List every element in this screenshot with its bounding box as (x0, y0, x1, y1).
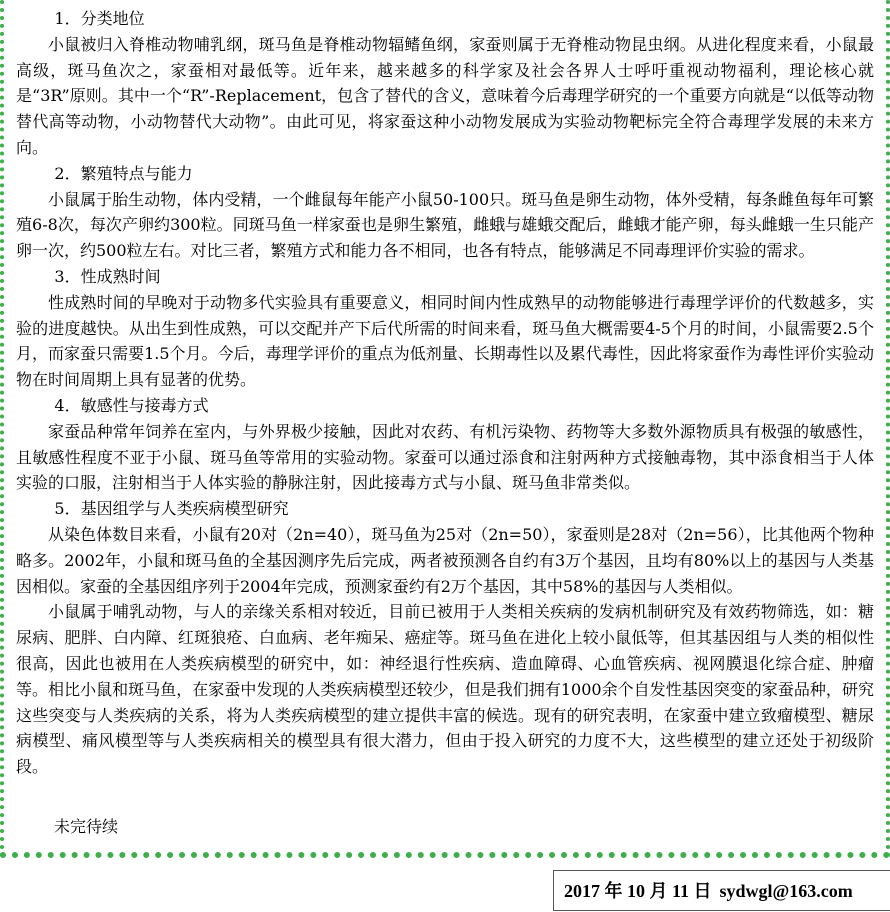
paragraph-maturity: 性成熟时间的早晚对于动物多代实验具有重要意义，相同时间内性成熟早的动物能够进行毒理学评价的代数越多，实验的进度越快。从出生到性成熟，可以交配并产下后代所需的时间来看，斑马鱼大概需要4-5个月的时间，小鼠需要2.5个月，而家蚕只需要1.5个月。今后，毒理学评价的重点为低剂量、长期毒性以及累代毒性，因此将家蚕作为毒性评价实验动物在时间周期上具有显著的优势。 (16, 292, 874, 390)
footer-bar (553, 870, 890, 911)
paragraph-disease-models: 小鼠属于哺乳动物，与人的亲缘关系相对较近，目前已被用于人类相关疾病的发病机制研究及有效药物筛选，如：糖尿病、肥胖、白内障、红斑狼疮、白血病、老年痴呆、癌症等。斑马鱼在进化上较小鼠低等，但其基因组与人类的相似性很高，因此也被用在人类疾病模型的研究中，如：神经退行性疾病、造血障碍、心血管疾病、视网膜退化综合症、肿瘤等。相比小鼠和斑马鱼，在家蚕中发现的人类疾病模型还较少，但是我们拥有1000余个自发性基因突变的家蚕品种，研究这些突变与人类疾病的关系，将为人类疾病模型的建立提供丰富的候选。现有的研究表明，在家蚕中建立致瘤模型、糖尿病模型、痛风模型等与人类疾病相关的模型具有很大潜力，但由于投入研究的力度不大，这些模型的建立还处于初级阶段。 (16, 602, 874, 777)
footer-email[interactable]: sydwgl@163.com (719, 881, 853, 901)
paragraph-reproduction: 小鼠属于胎生动物，体内受精，一个雌鼠每年能产小鼠50-100只。斑马鱼是卵生动物，体外受精，每条雌鱼每年可繁殖6-8次，每次产卵约300粒。同斑马鱼一样家蚕也是卵生繁殖，雌蛾与雄蛾交配后，雌蛾才能产卵，每头雌蛾一生只能产卵一次，约500粒左右。对比三者，繁殖方式和能力各不相同，也各有特点，能够满足不同毒理评价实验的需求。 (16, 189, 874, 261)
section-heading-genomics: 5．基因组学与人类疾病模型研究 (54, 499, 289, 519)
to-be-continued-note: 未完待续 (54, 817, 119, 836)
section-heading-maturity: 3．性成熟时间 (54, 266, 161, 286)
paragraph-genomics: 从染色体数目来看，小鼠有20对（2n=40），斑马鱼为25对（2n=50），家蚕则是28对（2n=56），比其他两个物种略多。2002年，小鼠和斑马鱼的全基因测序先后完成，两者被预测各自约有3万个基因，且均有80%以上的基因与人类基因相似。家蚕的全基因组序列于2004年完成，预测家蚕约有2万个基因，其中58%的基因与人类相似。 (16, 524, 874, 596)
section-heading-sensitivity: 4．敏感性与接毒方式 (54, 395, 209, 415)
paragraph-sensitivity: 家蚕品种常年饲养在室内，与外界极少接触，因此对农药、有机污染物、药物等大多数外源物质具有极强的敏感性，且敏感性程度不亚于小鼠、斑马鱼等常用的实验动物。家蚕可以通过添食和注射两种方式接触毒物，其中添食相当于人体实验的口服，注射相当于人体实验的静脉注射，因此接毒方式与小鼠、斑马鱼非常类似。 (16, 421, 874, 493)
footer-date: 2017 年 10 月 11 日 (564, 881, 712, 901)
section-heading-classification: 1．分类地位 (54, 9, 145, 28)
paragraph-classification: 小鼠被归入脊椎动物哺乳纲，斑马鱼是脊椎动物辐鳍鱼纲，家蚕则属于无脊椎动物昆虫纲。从进化程度来看，小鼠最高级，斑马鱼次之，家蚕相对最低等。近年来，越来越多的科学家及社会各界人士呼吁重视动物福利，理论核心就是“3R”原则。其中一个“R”-Replacement，包含了替代的含义，意味着今后毒理学研究的一个重要方向就是“以低等动物替代高等动物，小动物替代大动物”。由此可见，将家蚕这种小动物发展成为实验动物靶标完全符合毒理学发展的未来方向。 (16, 34, 874, 157)
article-body (16, 6, 874, 780)
section-heading-reproduction: 2．繁殖特点与能力 (54, 163, 193, 183)
